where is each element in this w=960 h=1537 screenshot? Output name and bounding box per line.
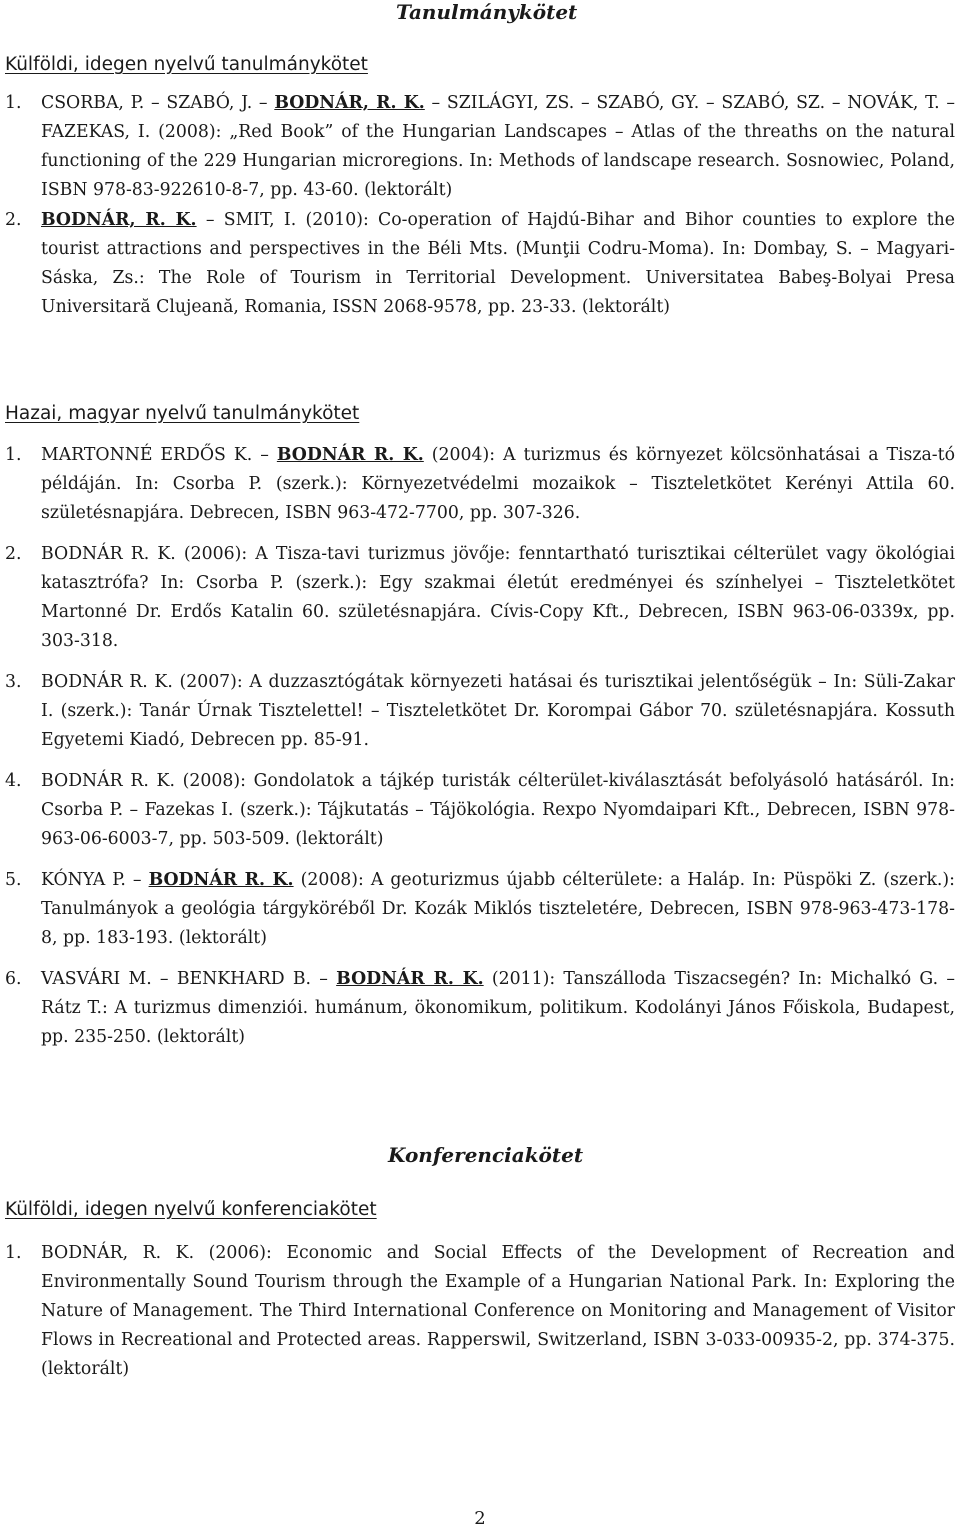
section-foreign-conf-title: Külföldi, idegen nyelvű konferenciakötet bbox=[5, 1199, 377, 1220]
item-number: 1. bbox=[5, 93, 22, 113]
item-number: 1. bbox=[5, 1243, 22, 1263]
author: BODNÁR R. K. bbox=[41, 544, 176, 564]
author: BODNÁR, R. K. bbox=[41, 1243, 195, 1263]
author: BODNÁR R. K. bbox=[41, 672, 173, 692]
citation-details: (2006): A Tisza-tavi turizmus jövője: fenntartható turisztikai célterület vagy ökológiai katasztrófa? In: Csorba P. (szerk.): Egy szakmai életút eredményei és színhelyei – Tiszteletkötet Martonné Dr. Erdős Katalin 60. születésnapjára. Cívis-Copy Kft., Debrecen, ISBN 963-06-0339x, pp. 303-318. bbox=[41, 544, 955, 651]
citation-text bbox=[41, 540, 955, 656]
citation-text bbox=[41, 965, 955, 1052]
list-item bbox=[5, 965, 955, 1052]
list-item bbox=[5, 441, 955, 528]
list-item bbox=[5, 866, 955, 953]
list-item bbox=[5, 206, 955, 322]
citation-text bbox=[41, 441, 955, 528]
highlighted-author: BODNÁR R. K. bbox=[336, 969, 484, 989]
citation-details: (2008): A geoturizmus újabb célterülete: a Haláp. In: Püspöki Z. (szerk.): Tanulmányok a geológia tárgyköréből Dr. Kozák Miklós tiszteletére, Debrecen, ISBN 978-963-473-178-8, pp. 183-193. (lektorált) bbox=[41, 870, 955, 948]
list-item bbox=[5, 540, 955, 656]
foreign-conf-list bbox=[5, 1239, 955, 1384]
citation-details: (2004): A turizmus és környezet kölcsönhatásai a Tisza-tó példáján. In: Csorba P. (szerk.): Környezetvédelmi mozaikok – Tiszteletkötet Kerényi Attila 60. születésnapjára. Debrecen, ISBN 963-472-7700, pp. 307-326. bbox=[41, 445, 955, 523]
co-authors: – SMIT, I. bbox=[196, 210, 297, 230]
highlighted-author: BODNÁR R. K. bbox=[148, 870, 294, 890]
co-authors: VASVÁRI M. – BENKHARD B. – bbox=[41, 969, 337, 989]
author: BODNÁR R. K. bbox=[41, 771, 175, 791]
foreign-study-list bbox=[5, 89, 955, 322]
list-item bbox=[5, 668, 955, 755]
co-authors: CSORBA, P. – SZABÓ, J. – bbox=[41, 93, 275, 113]
highlighted-author: BODNÁR, R. K. bbox=[274, 93, 425, 113]
heading-konferenciakotet: Konferenciakötet bbox=[388, 1143, 584, 1167]
citation-details: (2010): Co-operation of Hajdú-Bihar and Bihor counties to explore the tourist attractions and perspectives in the Béli Mts. (Munţii Codru-Moma). In: Dombay, S. – Magyari-Sáska, Zs.: The Role of Tourism in Territorial Development. Universitatea Babeş-Bolyai Presa Universitară Clujeană, Romania, ISSN 2068-9578, pp. 23-33. (lektorált) bbox=[41, 210, 956, 317]
page-number: 2 bbox=[474, 1508, 486, 1529]
citation-details: (2008): „Red Book” of the Hungarian Landscapes – Atlas of the threaths on the natural functioning of the 229 Hungarian microregions. In: Methods of landscape research. Sosnowiec, Poland, ISBN 978-83-922610-8-7, pp. 43-60. (lektorált) bbox=[41, 122, 955, 200]
item-number: 4. bbox=[5, 771, 22, 791]
item-number: 2. bbox=[5, 210, 22, 230]
citation-details: (2011): Tanszálloda Tiszacsegén? In: Michalkó G. – Rátz T.: A turizmus dimenziói. humánum, ökonomikum, politikum. Kodolányi János Főiskola, Budapest, pp. 235-250. (lektorált) bbox=[41, 969, 955, 1047]
item-number: 1. bbox=[5, 445, 22, 465]
citation-text bbox=[41, 89, 955, 205]
citation-details: (2007): A duzzasztógátak környezeti hatásai és turisztikai jelentőségük – In: Süli-Zakar I. (szerk.): Tanár Úrnak Tisztelettel! – Tiszteletkötet Dr. Korompai Gábor 70. születésnapjára. Kossuth Egyetemi Kiadó, Debrecen pp. 85-91. bbox=[41, 672, 955, 750]
heading-tanulmanykotet: Tanulmánykötet bbox=[396, 0, 578, 24]
list-item bbox=[5, 1239, 955, 1384]
citation-details: (2006): Economic and Social Effects of the Development of Recreation and Environmentally Sound Tourism through the Example of a Hungarian National Park. In: Exploring the Nature of Management. The Third International Conference on Monitoring and Management of Visitor Flows in Recreational and Protected areas. Rapperswil, Switzerland, ISBN 3-033-00935-2, pp. 374-375. (lektorált) bbox=[41, 1243, 955, 1379]
highlighted-author: BODNÁR R. K. bbox=[276, 445, 424, 465]
citation-text bbox=[41, 767, 955, 854]
citation-text bbox=[41, 1239, 955, 1384]
citation-details: (2008): Gondolatok a tájkép turisták célterület-kiválasztását befolyásoló hatásáról. In: Csorba P. – Fazekas I. (szerk.): Tájkutatás – Tájökológia. Rexpo Nyomdaipari Kft., Debrecen, ISBN 978-963-06-6003-7, pp. 503-509. (lektorált) bbox=[41, 771, 955, 849]
co-authors: KÓNYA P. – bbox=[41, 870, 149, 890]
citation-text bbox=[41, 206, 955, 322]
section-domestic-study-title: Hazai, magyar nyelvű tanulmánykötet bbox=[5, 403, 360, 424]
citation-text bbox=[41, 866, 955, 953]
section-foreign-study-title: Külföldi, idegen nyelvű tanulmánykötet bbox=[5, 54, 368, 75]
item-number: 5. bbox=[5, 870, 22, 890]
co-authors: – SZILÁGYI, ZS. – SZABÓ, GY. – SZABÓ, SZ. – NOVÁK, T. – FAZEKAS, I. bbox=[41, 93, 956, 142]
highlighted-author: BODNÁR, R. K. bbox=[41, 210, 197, 230]
item-number: 2. bbox=[5, 544, 22, 564]
domestic-study-list bbox=[5, 441, 955, 1052]
list-item bbox=[5, 89, 955, 205]
list-item bbox=[5, 767, 955, 854]
item-number: 6. bbox=[5, 969, 22, 989]
co-authors: MARTONNÉ ERDŐS K. – bbox=[41, 445, 277, 465]
item-number: 3. bbox=[5, 672, 22, 692]
citation-text bbox=[41, 668, 955, 755]
